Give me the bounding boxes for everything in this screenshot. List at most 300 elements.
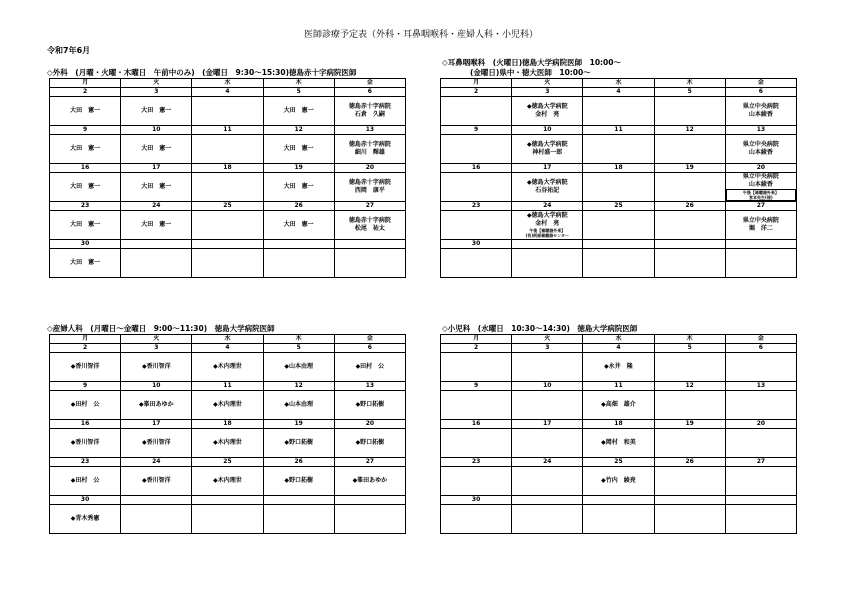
date-cell: 25 xyxy=(583,458,654,467)
date-row xyxy=(441,202,797,211)
doctor-row xyxy=(50,173,406,202)
doctor-cell xyxy=(583,353,654,382)
date-cell xyxy=(654,240,725,249)
date-cell: 24 xyxy=(121,202,192,211)
date-cell: 23 xyxy=(441,202,512,211)
doctor-name: 大田 憲一 xyxy=(283,145,314,152)
doctor-cell xyxy=(121,467,192,496)
date-cell: 24 xyxy=(512,458,583,467)
date-cell xyxy=(334,240,405,249)
date-cell: 26 xyxy=(654,202,725,211)
schedule-month: 令和7年6月 xyxy=(47,46,91,55)
date-row xyxy=(50,344,406,353)
date-cell: 30 xyxy=(441,240,512,249)
hearing-clinic-note: 午後【補聴器外来】 宮本先生(徳) xyxy=(726,189,796,201)
doctor-cell xyxy=(263,249,334,278)
doctor-name: ◆田村 公 xyxy=(355,363,385,370)
doctor-row xyxy=(50,97,406,126)
date-cell: 4 xyxy=(583,344,654,353)
doctor-name: ◆山本由理 xyxy=(284,401,313,408)
date-cell: 18 xyxy=(192,420,263,429)
doctor-name: ◆青木秀憲 xyxy=(70,515,100,522)
date-cell xyxy=(334,496,405,505)
doctor-cell xyxy=(441,353,512,382)
doctor-name: 徳島赤十字病院 石倉 久嗣 xyxy=(348,103,391,118)
date-cell: 3 xyxy=(121,88,192,97)
doctor-name: ◆野口拓樹 xyxy=(355,401,385,408)
doctor-row xyxy=(441,249,797,278)
date-row xyxy=(441,88,797,97)
doctor-cell xyxy=(725,467,796,496)
doctor-cell xyxy=(654,391,725,420)
doctor-name: ◆山本由理 xyxy=(284,363,313,370)
weekday-header: 火 xyxy=(512,335,583,344)
date-cell: 5 xyxy=(654,344,725,353)
weekday-header-row xyxy=(441,335,797,344)
doctor-name: ◆高畑 雄介 xyxy=(601,401,636,408)
doctor-cell xyxy=(583,249,654,278)
doctor-cell xyxy=(263,353,334,382)
doctor-name: ◆岡村 和美 xyxy=(601,439,636,446)
date-cell: 24 xyxy=(512,202,583,211)
doctor-cell xyxy=(441,505,512,534)
doctor-cell xyxy=(654,173,725,202)
date-cell xyxy=(654,496,725,505)
doctor-name: ◆徳島大学病院 金村 亮 xyxy=(526,103,568,118)
date-cell: 20 xyxy=(334,164,405,173)
doctor-cell xyxy=(334,505,405,534)
doctor-name: ◆田村 公 xyxy=(70,477,100,484)
doctor-cell xyxy=(263,97,334,126)
doctor-cell xyxy=(121,249,192,278)
doctor-cell xyxy=(441,135,512,164)
doctor-name: 大田 憲一 xyxy=(70,259,101,266)
date-row xyxy=(50,126,406,135)
date-cell: 13 xyxy=(725,382,796,391)
doctor-cell xyxy=(192,173,263,202)
date-cell xyxy=(583,240,654,249)
doctor-name: 徳島赤十字病院 細川 輝雄 xyxy=(348,141,391,156)
weekday-header-row xyxy=(441,79,797,88)
doctor-cell xyxy=(441,467,512,496)
date-cell: 10 xyxy=(512,382,583,391)
doctor-name: 県立中央病院 堀 洋二 xyxy=(742,217,779,232)
date-cell xyxy=(121,240,192,249)
doctor-cell xyxy=(50,391,121,420)
date-cell: 18 xyxy=(192,164,263,173)
date-row xyxy=(441,496,797,505)
doctor-cell xyxy=(441,429,512,458)
doctor-cell xyxy=(725,429,796,458)
date-cell: 11 xyxy=(192,126,263,135)
weekday-header: 金 xyxy=(725,79,796,88)
doctor-cell xyxy=(263,429,334,458)
section-header-jibika-line1: ◇耳鼻咽喉科 (火曜日)徳島大学病院医師 10:00～ xyxy=(442,58,621,67)
doctor-cell xyxy=(334,353,405,382)
doctor-cell xyxy=(192,429,263,458)
weekday-header: 月 xyxy=(50,335,121,344)
date-cell: 23 xyxy=(50,202,121,211)
doctor-cell xyxy=(121,211,192,240)
doctor-row xyxy=(441,505,797,534)
date-cell: 16 xyxy=(50,164,121,173)
doctor-name: ◆野口拓樹 xyxy=(284,477,313,484)
section-header-shonika: ◇小児科 (水曜日 10:30～14:30) 徳島大学病院医師 xyxy=(442,324,638,333)
date-cell: 9 xyxy=(441,382,512,391)
date-cell: 30 xyxy=(50,496,121,505)
doctor-cell xyxy=(512,391,583,420)
doctor-cell xyxy=(583,97,654,126)
doctor-row xyxy=(50,353,406,382)
calendar-table-jibika xyxy=(440,78,797,278)
date-row xyxy=(50,88,406,97)
doctor-row xyxy=(441,467,797,496)
doctor-cell xyxy=(50,211,121,240)
date-cell xyxy=(192,240,263,249)
date-cell: 10 xyxy=(121,382,192,391)
date-cell: 5 xyxy=(654,88,725,97)
weekday-header-row xyxy=(50,335,406,344)
date-cell: 12 xyxy=(654,382,725,391)
date-cell: 2 xyxy=(441,88,512,97)
doctor-row xyxy=(441,391,797,420)
doctor-cell xyxy=(654,97,725,126)
date-cell xyxy=(725,496,796,505)
doctor-row xyxy=(441,211,797,240)
doctor-cell xyxy=(441,249,512,278)
doctor-name: ◆香川智洋 xyxy=(141,363,171,370)
date-row xyxy=(50,496,406,505)
doctor-cell xyxy=(725,505,796,534)
date-cell: 30 xyxy=(441,496,512,505)
section-header-jibika-line2: (金曜日)県中・徳大医師 10:00～ xyxy=(470,68,591,77)
doctor-cell xyxy=(654,505,725,534)
doctor-cell xyxy=(50,97,121,126)
doctor-cell xyxy=(512,249,583,278)
date-cell: 17 xyxy=(512,420,583,429)
doctor-cell xyxy=(654,135,725,164)
doctor-name: ◆永井 隆 xyxy=(604,363,633,370)
date-row xyxy=(50,458,406,467)
date-cell: 27 xyxy=(725,202,796,211)
doctor-cell xyxy=(654,353,725,382)
doctor-cell xyxy=(725,211,796,240)
date-cell: 3 xyxy=(121,344,192,353)
doctor-cell xyxy=(725,135,796,164)
weekday-header: 水 xyxy=(192,79,263,88)
weekday-header: 木 xyxy=(263,335,334,344)
doctor-row xyxy=(441,353,797,382)
date-cell: 26 xyxy=(263,202,334,211)
doctor-name: 大田 憲一 xyxy=(141,221,172,228)
date-cell xyxy=(725,240,796,249)
doctor-cell xyxy=(192,353,263,382)
weekday-header: 木 xyxy=(654,79,725,88)
doctor-cell xyxy=(583,505,654,534)
doctor-cell xyxy=(50,467,121,496)
doctor-name: 大田 憲一 xyxy=(141,183,172,190)
calendar-table-geka xyxy=(49,78,406,278)
date-cell: 16 xyxy=(50,420,121,429)
doctor-cell xyxy=(654,467,725,496)
doctor-cell xyxy=(121,429,192,458)
doctor-name: 徳島赤十字病院 西岡 康平 xyxy=(348,179,391,194)
date-cell: 6 xyxy=(725,88,796,97)
doctor-name: ◆竹内 綾亮 xyxy=(601,477,636,484)
doctor-cell xyxy=(583,467,654,496)
weekday-header: 木 xyxy=(263,79,334,88)
date-cell: 18 xyxy=(583,420,654,429)
doctor-cell xyxy=(192,467,263,496)
doctor-cell xyxy=(192,135,263,164)
doctor-cell xyxy=(121,97,192,126)
date-cell: 24 xyxy=(121,458,192,467)
doctor-cell xyxy=(50,173,121,202)
doctor-cell xyxy=(334,135,405,164)
doctor-name: ◆野口拓樹 xyxy=(284,439,313,446)
weekday-header: 水 xyxy=(583,335,654,344)
date-cell: 27 xyxy=(334,458,405,467)
date-row xyxy=(441,420,797,429)
date-cell: 17 xyxy=(121,164,192,173)
doctor-name: ◆香川智洋 xyxy=(70,439,100,446)
doctor-name: 県立中央病院 山本綾香 xyxy=(742,103,779,118)
doctor-cell xyxy=(263,505,334,534)
doctor-cell xyxy=(441,173,512,202)
doctor-cell xyxy=(441,97,512,126)
weekday-header: 月 xyxy=(441,335,512,344)
date-cell: 17 xyxy=(121,420,192,429)
doctor-cell xyxy=(121,391,192,420)
date-cell xyxy=(192,496,263,505)
date-row xyxy=(50,164,406,173)
doctor-cell xyxy=(334,249,405,278)
doctor-cell xyxy=(334,211,405,240)
date-cell: 20 xyxy=(334,420,405,429)
doctor-name: ◆木内理世 xyxy=(213,439,242,446)
doctor-name: 大田 憲一 xyxy=(70,183,101,190)
doctor-row xyxy=(441,97,797,126)
date-cell: 12 xyxy=(654,126,725,135)
doctor-cell xyxy=(512,353,583,382)
weekday-header: 金 xyxy=(334,335,405,344)
date-cell: 4 xyxy=(192,88,263,97)
doctor-cell xyxy=(654,211,725,240)
doctor-cell xyxy=(334,391,405,420)
date-cell xyxy=(583,496,654,505)
date-cell: 19 xyxy=(654,164,725,173)
doctor-cell xyxy=(192,391,263,420)
date-cell: 2 xyxy=(50,344,121,353)
date-cell: 9 xyxy=(441,126,512,135)
date-cell: 3 xyxy=(512,344,583,353)
doctor-cell xyxy=(725,249,796,278)
date-row xyxy=(441,344,797,353)
doctor-cell xyxy=(583,391,654,420)
doctor-cell xyxy=(121,505,192,534)
doctor-cell xyxy=(512,97,583,126)
calendar-table-sanfujinka xyxy=(49,334,406,534)
date-cell: 6 xyxy=(334,344,405,353)
date-cell: 19 xyxy=(263,164,334,173)
doctor-cell xyxy=(192,249,263,278)
doctor-cell xyxy=(512,211,583,240)
doctor-row xyxy=(50,211,406,240)
doctor-cell xyxy=(583,173,654,202)
doctor-name: ◆徳島大学病院 石谷祐記 xyxy=(526,179,568,194)
doctor-name: ◆木内理世 xyxy=(213,477,242,484)
date-cell: 16 xyxy=(441,420,512,429)
date-cell: 23 xyxy=(441,458,512,467)
date-cell: 17 xyxy=(512,164,583,173)
doctor-name: 大田 憲一 xyxy=(283,183,314,190)
doctor-row xyxy=(441,135,797,164)
date-cell: 3 xyxy=(512,88,583,97)
doctor-name: ◆香川智洋 xyxy=(141,439,171,446)
doctor-name: 徳島赤十字病院 松尾 祐太 xyxy=(348,217,391,232)
date-cell: 5 xyxy=(263,344,334,353)
date-row xyxy=(50,240,406,249)
date-cell: 11 xyxy=(583,382,654,391)
doctor-cell xyxy=(725,391,796,420)
date-cell xyxy=(263,496,334,505)
doctor-name: 大田 憲一 xyxy=(141,145,172,152)
page-title: 医師診療予定表（外科・耳鼻咽喉科・産婦人科・小児科） xyxy=(303,30,538,40)
weekday-header: 水 xyxy=(192,335,263,344)
weekday-header: 火 xyxy=(121,335,192,344)
date-cell: 2 xyxy=(441,344,512,353)
doctor-row xyxy=(50,135,406,164)
date-cell: 27 xyxy=(334,202,405,211)
date-cell: 30 xyxy=(50,240,121,249)
doctor-cell xyxy=(441,391,512,420)
date-cell: 2 xyxy=(50,88,121,97)
date-cell xyxy=(512,496,583,505)
weekday-header: 木 xyxy=(654,335,725,344)
doctor-name: 大田 憲一 xyxy=(70,145,101,152)
date-cell: 13 xyxy=(725,126,796,135)
doctor-cell xyxy=(334,173,405,202)
doctor-cell xyxy=(725,353,796,382)
doctor-name: ◆峯田あゆか xyxy=(138,401,174,408)
doctor-row xyxy=(50,505,406,534)
doctor-cell xyxy=(263,391,334,420)
date-cell: 5 xyxy=(263,88,334,97)
date-cell: 12 xyxy=(263,382,334,391)
section-header-geka: ◇外科 (月曜・火曜・木曜日 午前中のみ) (金曜日 9:30～15:30)徳島赤十字病院医師 xyxy=(47,68,357,77)
date-cell: 10 xyxy=(121,126,192,135)
date-cell: 13 xyxy=(334,126,405,135)
doctor-cell xyxy=(583,135,654,164)
date-cell xyxy=(512,240,583,249)
date-row xyxy=(50,420,406,429)
date-row xyxy=(441,382,797,391)
doctor-row xyxy=(50,467,406,496)
doctor-cell xyxy=(50,135,121,164)
section-header-sanfujinka: ◇産婦人科 (月曜日～金曜日 9:00～11:30) 徳島大学病院医師 xyxy=(47,324,275,333)
date-cell: 26 xyxy=(654,458,725,467)
weekday-header: 金 xyxy=(725,335,796,344)
doctor-name: ◆峯田あゆか xyxy=(352,477,388,484)
doctor-row xyxy=(441,429,797,458)
doctor-cell xyxy=(654,429,725,458)
date-cell: 4 xyxy=(583,88,654,97)
date-cell: 10 xyxy=(512,126,583,135)
doctor-name: ◆木内理世 xyxy=(213,401,242,408)
doctor-cell xyxy=(334,97,405,126)
doctor-row xyxy=(50,429,406,458)
doctor-name: 大田 憲一 xyxy=(141,107,172,114)
doctor-cell xyxy=(725,173,796,202)
date-row xyxy=(441,240,797,249)
doctor-row xyxy=(50,391,406,420)
doctor-cell xyxy=(192,505,263,534)
doctor-name: ◆香川智洋 xyxy=(70,363,100,370)
weekday-header: 火 xyxy=(512,79,583,88)
date-cell: 4 xyxy=(192,344,263,353)
doctor-name: ◆香川智洋 xyxy=(141,477,171,484)
doctor-cell xyxy=(512,135,583,164)
date-cell: 19 xyxy=(654,420,725,429)
doctor-cell xyxy=(725,97,796,126)
date-cell: 25 xyxy=(583,202,654,211)
doctor-cell xyxy=(121,173,192,202)
doctor-cell xyxy=(263,467,334,496)
doctor-cell xyxy=(583,429,654,458)
doctor-name: 大田 憲一 xyxy=(70,221,101,228)
date-row xyxy=(50,202,406,211)
weekday-header: 金 xyxy=(334,79,405,88)
doctor-name: 大田 憲一 xyxy=(283,107,314,114)
doctor-cell xyxy=(121,135,192,164)
date-row xyxy=(441,164,797,173)
doctor-cell xyxy=(263,173,334,202)
calendar-table-shonika xyxy=(440,334,797,534)
doctor-name: 大田 憲一 xyxy=(70,107,101,114)
date-cell: 9 xyxy=(50,126,121,135)
doctor-name: 県立中央病院 山本綾香 xyxy=(742,173,779,188)
date-cell: 6 xyxy=(334,88,405,97)
doctor-name: ◆徳島大学病院 神村盛一郎 xyxy=(526,141,568,156)
date-cell: 27 xyxy=(725,458,796,467)
doctor-cell xyxy=(263,135,334,164)
date-cell: 18 xyxy=(583,164,654,173)
date-cell: 13 xyxy=(334,382,405,391)
doctor-name: 県立中央病院 山本綾香 xyxy=(742,141,779,156)
doctor-cell xyxy=(50,353,121,382)
hearing-clinic-note: 午後【補聴器外来】 (有)阿部補聴器センター xyxy=(525,228,570,238)
weekday-header: 水 xyxy=(583,79,654,88)
date-cell: 26 xyxy=(263,458,334,467)
date-cell: 23 xyxy=(50,458,121,467)
date-cell: 25 xyxy=(192,202,263,211)
doctor-name: ◆野口拓樹 xyxy=(355,439,385,446)
date-cell: 6 xyxy=(725,344,796,353)
date-row xyxy=(441,126,797,135)
weekday-header: 月 xyxy=(50,79,121,88)
date-cell: 12 xyxy=(263,126,334,135)
date-cell: 19 xyxy=(263,420,334,429)
doctor-cell xyxy=(263,211,334,240)
doctor-name: ◆木内理世 xyxy=(213,363,242,370)
doctor-cell xyxy=(441,211,512,240)
date-cell: 9 xyxy=(50,382,121,391)
doctor-name: ◆徳島大学病院 金村 亮 xyxy=(526,212,568,227)
date-cell: 11 xyxy=(192,382,263,391)
doctor-cell xyxy=(50,429,121,458)
doctor-cell xyxy=(334,429,405,458)
doctor-name: ◆田村 公 xyxy=(70,401,100,408)
